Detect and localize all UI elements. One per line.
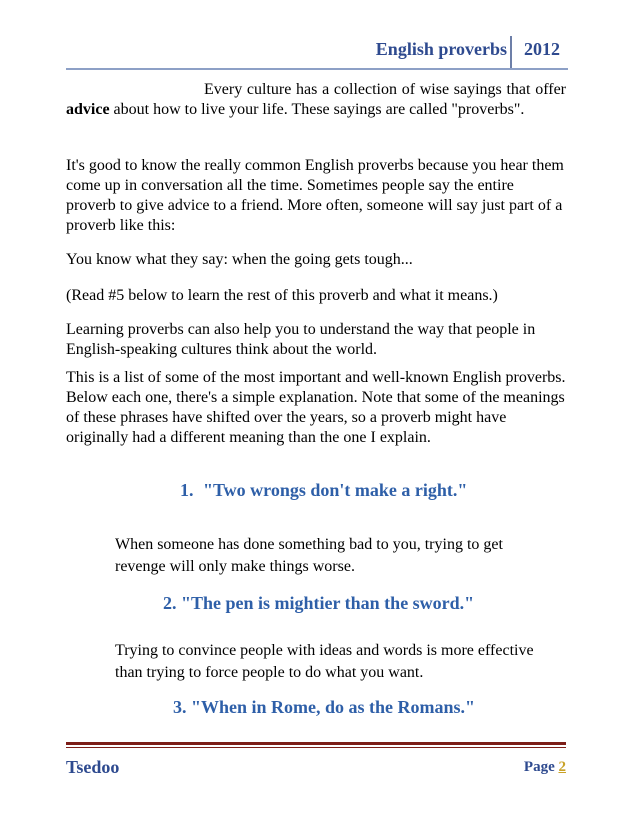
intro-paragraph-6: This is a list of some of the most important and well-known English proverbs. Below each one, there's a simple explanation. Note that some of the meanings of these phrases have shifted over the years, so a proverb might have originally had a different meaning than the one I explain. — [66, 369, 566, 446]
intro-paragraph-5: Learning proverbs can also help you to understand the way that people in English-speaking cultures think about the world. — [66, 321, 536, 358]
header-rule — [66, 68, 568, 70]
intro-paragraph-3: You know what they say: when the going gets tough... — [66, 251, 413, 268]
proverb-explanation-1: When someone has done something bad to you, trying to get revenge will only make things worse. — [115, 536, 503, 575]
footer-author: Tsedoo — [66, 757, 120, 777]
header-title: English proverbs — [375, 39, 507, 59]
intro-text-before: Every culture has a collection of wise sayings that offer — [204, 81, 566, 98]
footer-page-number: 2 — [558, 759, 566, 775]
proverb-title-3: 3. "When in Rome, do as the Romans." — [173, 697, 476, 717]
intro-bold-word: advice — [66, 101, 110, 118]
intro-paragraph-1 — [66, 80, 566, 120]
proverb-title-2: 2. "The pen is mightier than the sword." — [163, 593, 475, 613]
header-year: 2012 — [524, 39, 560, 59]
proverb-number-1: 1. — [180, 480, 194, 500]
header-separator — [510, 36, 512, 68]
page-header — [66, 36, 568, 69]
intro-paragraph-2: It's good to know the really common English proverbs because you hear them come up in conversation all the time. Sometimes people say the entire proverb to give advice to a friend. More often, someone will say just part of a proverb like this: — [66, 157, 564, 234]
proverb-title-1: "Two wrongs don't make a right." — [203, 480, 468, 500]
footer-rule — [66, 742, 566, 745]
proverb-explanation-2: Trying to convince people with ideas and words is more effective than trying to force people to do what you want. — [115, 642, 534, 681]
footer-page — [524, 759, 566, 776]
footer-page-label: Page — [523, 759, 555, 775]
footer-rule-thin — [66, 747, 566, 748]
intro-paragraph-4: (Read #5 below to learn the rest of this proverb and what it means.) — [66, 287, 498, 304]
intro-text-after: about how to live your life. These sayings are called "proverbs". — [109, 101, 525, 118]
